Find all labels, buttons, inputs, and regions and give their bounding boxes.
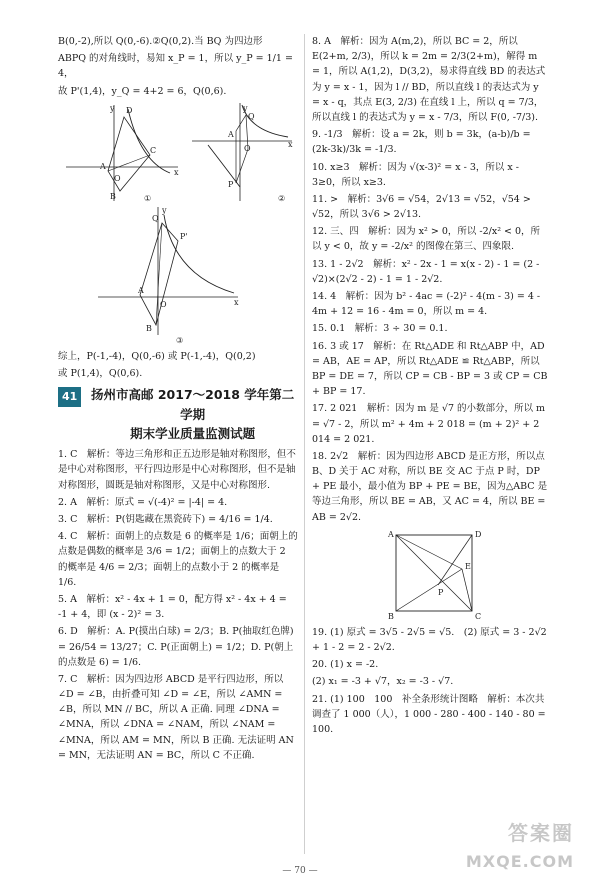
answer-15: 15. 0.1 解析：3 ÷ 30 = 0.1. [312, 323, 448, 335]
svg-text:A: A [100, 161, 106, 171]
answer-21: 21. (1) 100 100 补全条形统计图略 解析：本次共调查了 1 000（人），1 000 - 280 - 400 - 140 - 80 = 100. [312, 693, 546, 735]
svg-text:y: y [243, 103, 248, 113]
fig1-label: ① [144, 193, 152, 203]
figure-3 [58, 205, 298, 345]
svg-text:x: x [288, 139, 293, 149]
svg-text:Q: Q [152, 213, 159, 223]
square-figure-wrap [312, 529, 548, 621]
answer-20-1: 20. (1) x = -2. [312, 659, 379, 671]
svg-text:O: O [160, 299, 167, 309]
answer-14: 14. 4 解析：因为 b² - 4ac = (-2)² - 4(m - 3) = 4 - 4m + 12 = 16 - 4m = 0，所以 m = 4. [312, 291, 541, 318]
answer-13: 13. 1 - 2√2 解析：x² - 2x - 1 = x(x - 2) - 1 = (2 - √2)×(2√2 - 2) - 1 = 1 - 2√2. [312, 258, 540, 285]
square-label-d: D [475, 529, 482, 539]
watermark-mark: 答案圈 [508, 821, 574, 846]
svg-text:A: A [228, 129, 234, 139]
answer-12: 12. 三、四 解析：因为 x² > 0，所以 -2/x² < 0，所以 y < 0，故 y = -2/x² 的图像在第三、四象限. [312, 226, 541, 253]
conclusion-line-2: 或 P(1,4)，Q(0,6). [58, 367, 143, 379]
svg-text:Q: Q [248, 111, 255, 121]
answer-18: 18. 2√2 解析：因为四边形 ABCD 是正方形，所以点 B、D 关于 AC 对称，所以 BE 交 AC 于点 P 时，DP + PE 最小，最小值为 BP + PE = BE，因为△ABC 是等边三角形，所以 BE = AB，又 AC = 4，所以 BE = AB = 2√2. [312, 450, 548, 523]
page-number: — 70 — [282, 866, 318, 876]
answer-11: 11. > 解析：3√6 = √54，2√13 = √52，√54 > √52，所以 3√6 > 2√13. [312, 193, 531, 221]
answer-17: 17. 2 021 解析：因为 m 是 √7 的小数部分，所以 m = √7 - 2，所以 m² + 4m + 2 018 = (m + 2)² + 2 014 = 2 021. [312, 403, 546, 445]
answer-16: 16. 3 或 17 解析：在 Rt△ADE 和 Rt△ABP 中，AD = AB，AE = AP，所以 Rt△ADE ≌ Rt△ABP，所以 BP = DE = 7，所以 CP = CB - BP = 3 或 CP = CB + BP = 17. [312, 340, 548, 398]
square-label-e: E [465, 561, 471, 571]
section-title-line-1: 扬州市高邮 2017～2018 学年第二学期 [91, 387, 295, 422]
square-label-b: B [388, 611, 394, 621]
watermark [466, 817, 574, 875]
fig3-label: ③ [176, 335, 184, 345]
answer-20-2: (2) x₁ = -3 + √7，x₂ = -3 - √7. [312, 676, 454, 688]
svg-text:x: x [174, 167, 179, 177]
conclusion-line-1: 综上，P(-1,-4)，Q(0,-6) 或 P(-1,-4)，Q(0,2) [58, 350, 256, 362]
svg-text:O: O [244, 143, 251, 153]
section-title-line-2: 期末学业质量监测试题 [130, 425, 256, 441]
figure-2 [188, 101, 298, 203]
answer-7: 7. C 解析：因为四边形 ABCD 是平行四边形，所以 ∠D = ∠B，由折叠可知 ∠D = ∠E，所以 ∠AMN = ∠B，所以 MN // BC，所以 A 正确. 同理 ∠DNA = ∠MNA，所以 ∠DNA = ∠NAM，所以 ∠NAM = ∠MNA，所以 AM = MN，所以 B 正确. 无法证明 AN = MN，无法证明 AN = BC，所以 C 不正确. [58, 673, 294, 761]
intro-line-2: ABPQ 的对角线时，易知 x_P = 1，所以 y_P = 1/1 = 4， [58, 53, 293, 80]
square-label-a: A [388, 529, 394, 539]
svg-text:P': P' [180, 231, 188, 241]
svg-text:D: D [126, 105, 133, 115]
svg-text:x: x [234, 297, 239, 307]
answer-9: 9. -1/3 解析：设 a = 2k，则 b = 3k，(a-b)/b = (2k-3k)/3k = -1/3. [312, 129, 531, 156]
answer-3: 3. C 解析：P(钥匙藏在黑瓷砖下) = 4/16 = 1/4. [58, 514, 273, 525]
svg-text:O: O [114, 173, 121, 183]
answer-19: 19. (1) 原式 = 3√5 - 2√5 = √5. (2) 原式 = 3 - 2√2 + 1 - 2 = 2 - 2√2. [312, 626, 547, 653]
right-column [312, 34, 548, 739]
svg-text:P: P [228, 179, 234, 189]
svg-text:B: B [146, 323, 152, 333]
answer-1: 1. C 解析：等边三角形和正五边形是轴对称图形，但不是中心对称图形，平行四边形是中心对称图形，但不是轴对称图形，圆既是轴对称图形，又是中心对称图形. [58, 449, 296, 491]
svg-text:y: y [162, 205, 167, 215]
column-divider [304, 34, 305, 854]
svg-text:y: y [110, 103, 115, 113]
watermark-url: MXQE.COM [465, 852, 574, 872]
answer-6: 6. D 解析：A. P(摸出白球) = 2/3；B. P(抽取红色牌) = 26/54 = 13/27；C. P(正面朝上) = 1/2；D. P(朝上的点数是 6) = 1/6. [58, 626, 294, 668]
answer-4: 4. C 解析：面朝上的点数是 6 的概率是 1/6；面朝上的点数是偶数的概率是 3/6 = 1/2；面朝上的点数大于 2 的概率是 4/6 = 2/3；面朝上的点数小于 2 的概率是 1/6. [58, 531, 298, 588]
section-number: 41 [58, 387, 81, 407]
fig2-label: ② [278, 193, 286, 203]
answer-5: 5. A 解析：x² - 4x + 1 = 0，配方得 x² - 4x + 4 = -1 + 4，即 (x - 2)² = 3. [58, 593, 287, 621]
svg-text:A: A [138, 285, 144, 295]
square-label-c: C [475, 611, 482, 621]
answer-10: 10. x≥3 解析：因为 √(x-3)² = x - 3，所以 x - 3≥0，所以 x≥3. [312, 161, 519, 188]
square-label-p: P [438, 587, 444, 597]
section-header [58, 385, 298, 443]
left-column [58, 34, 298, 765]
figures-row [58, 101, 298, 203]
intro-line-1: B(0,-2),所以 Q(0,-6).②Q(0,2).当 BQ 为四边形 [58, 36, 263, 47]
intro-line-3: 故 P'(1,4)，y_Q = 4+2 = 6，Q(0,6). [58, 85, 227, 97]
answer-2: 2. A 解析：原式 = √(-4)² = |-4| = 4. [58, 496, 228, 508]
figure-3-wrap [58, 205, 298, 345]
answer-8: 8. A 解析：因为 A(m,2)，所以 BC = 2，所以 E(2+m, 2/3)，所以 k = 2m = 2/3(2+m)，解得 m = 1，所以 A(1,2)，D(3,2)，易求得直线 BD 的表达式为 y = x - 1，因为 l // BD，所以直线 l 的表达式为 y = x - q，其点 E(3, 2/3) 在直线 l 上，所以 q = 7/3，所以直线 l 的表达式为 y = x - 7/3，所以 F(0, -7/3). [312, 36, 546, 123]
square-figure [312, 529, 548, 621]
svg-text:C: C [150, 145, 157, 155]
svg-text:B: B [110, 191, 116, 201]
section-title [87, 385, 298, 443]
